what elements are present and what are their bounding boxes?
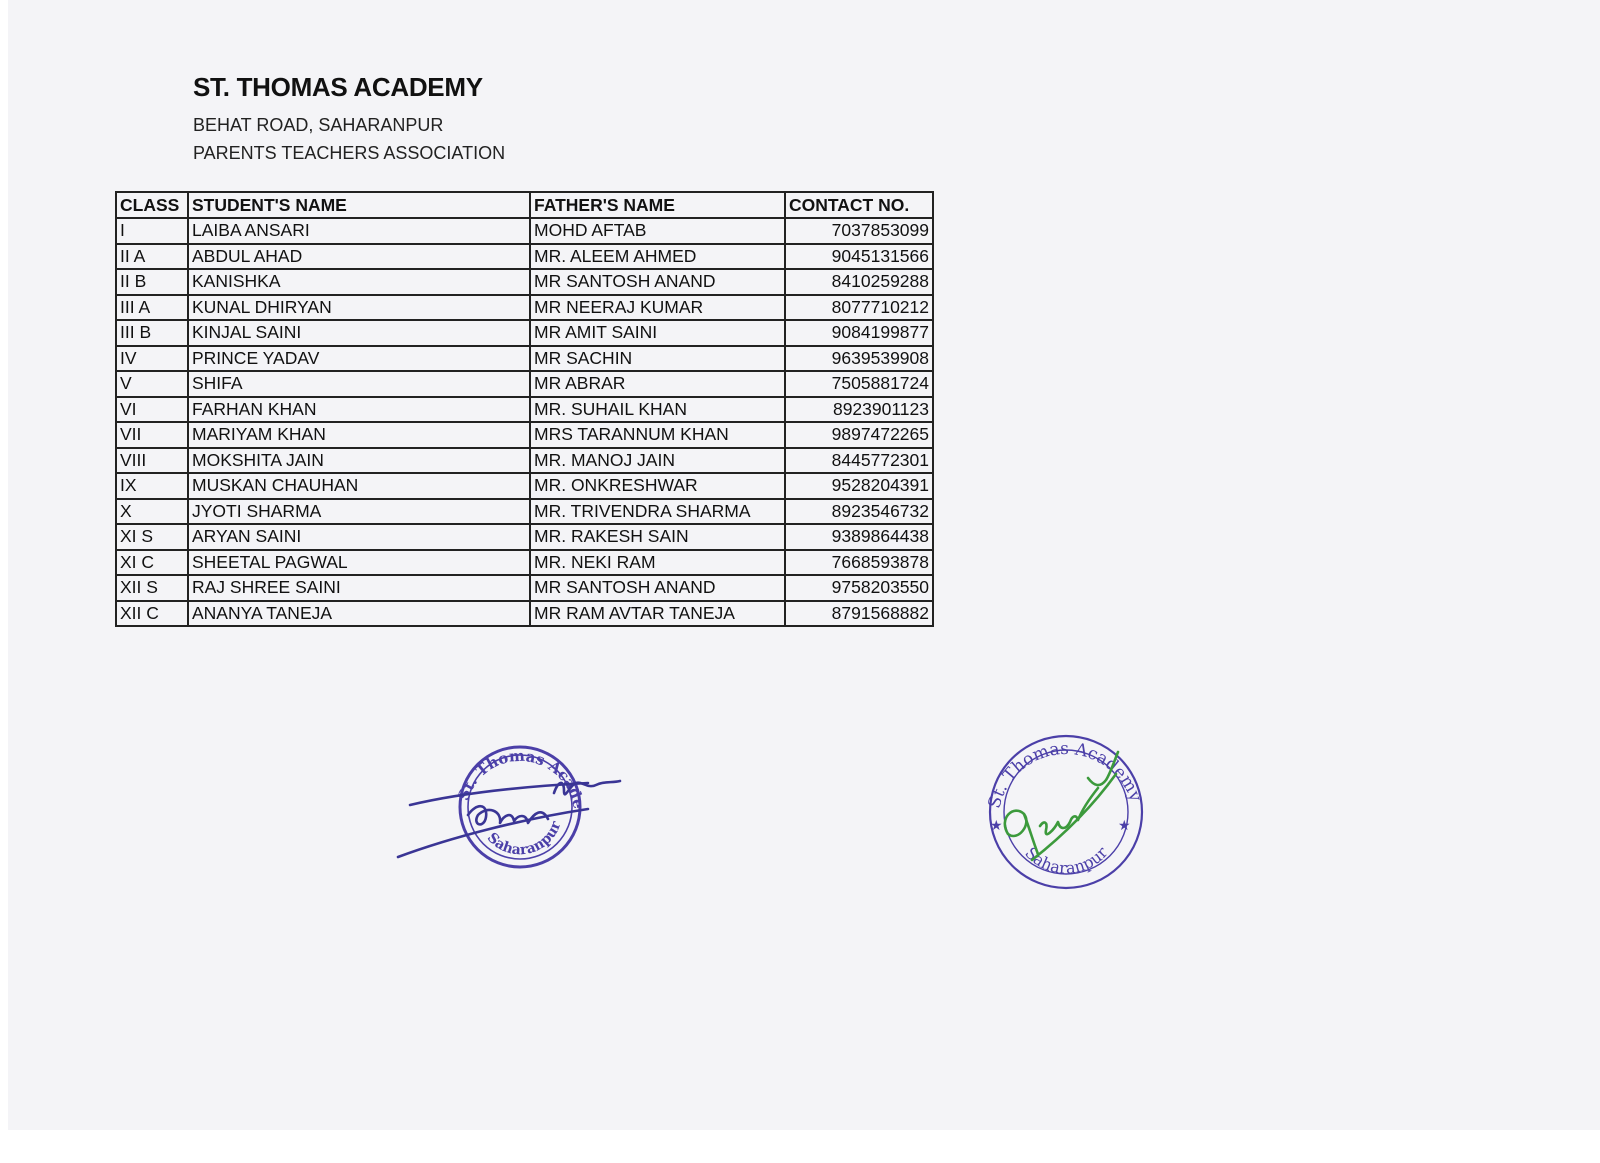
cell-contact-no: 7668593878 <box>785 550 933 576</box>
table-header <box>116 192 933 218</box>
cell-father-name: MR. MANOJ JAIN <box>530 448 785 474</box>
cell-father-name: MR. RAKESH SAIN <box>530 524 785 550</box>
cell-contact-no: 8077710212 <box>785 295 933 321</box>
cell-student-name: KINJAL SAINI <box>188 320 530 346</box>
table-row <box>116 295 933 321</box>
cell-class: III B <box>116 320 188 346</box>
cell-class: XII C <box>116 601 188 627</box>
cell-class: XII S <box>116 575 188 601</box>
table-row <box>116 601 933 627</box>
cell-father-name: MR. TRIVENDRA SHARMA <box>530 499 785 525</box>
table-row <box>116 397 933 423</box>
cell-class: I <box>116 218 188 244</box>
table-row <box>116 422 933 448</box>
cell-father-name: MR. ALEEM AHMED <box>530 244 785 270</box>
cell-contact-no: 8923546732 <box>785 499 933 525</box>
cell-class: III A <box>116 295 188 321</box>
table-row <box>116 346 933 372</box>
cell-father-name: MR. SUHAIL KHAN <box>530 397 785 423</box>
pta-members-table <box>115 191 934 627</box>
table-row <box>116 499 933 525</box>
cell-class: XI S <box>116 524 188 550</box>
cell-student-name: MOKSHITA JAIN <box>188 448 530 474</box>
cell-class: X <box>116 499 188 525</box>
cell-father-name: MOHD AFTAB <box>530 218 785 244</box>
cell-contact-no: 9639539908 <box>785 346 933 372</box>
school-address: BEHAT ROAD, SAHARANPUR <box>193 115 444 135</box>
cell-student-name: SHEETAL PAGWAL <box>188 550 530 576</box>
cell-contact-no: 9389864438 <box>785 524 933 550</box>
header-row <box>116 192 933 218</box>
cell-contact-no: 9045131566 <box>785 244 933 270</box>
cell-class: IV <box>116 346 188 372</box>
cell-student-name: MUSKAN CHAUHAN <box>188 473 530 499</box>
cell-class: VII <box>116 422 188 448</box>
svg-text:★: ★ <box>1118 817 1131 833</box>
left-stamp-bottom-text: Saharanpur <box>483 819 565 859</box>
table-body <box>116 218 933 626</box>
cell-father-name: MR ABRAR <box>530 371 785 397</box>
cell-class: V <box>116 371 188 397</box>
column-header-father-name: FATHER'S NAME <box>530 192 785 218</box>
cell-father-name: MR. ONKRESHWAR <box>530 473 785 499</box>
cell-contact-no: 8791568882 <box>785 601 933 627</box>
svg-text:St. Thomas Academy <box>384 731 588 810</box>
cell-class: II B <box>116 269 188 295</box>
table-row <box>116 218 933 244</box>
cell-contact-no: 8923901123 <box>785 397 933 423</box>
cell-contact-no: 7037853099 <box>785 218 933 244</box>
cell-contact-no: 8410259288 <box>785 269 933 295</box>
right-stamp-signature <box>968 730 1168 900</box>
table-row <box>116 550 933 576</box>
document-heading <box>193 72 505 167</box>
cell-class: VIII <box>116 448 188 474</box>
cell-student-name: KANISHKA <box>188 269 530 295</box>
svg-text:St. Thomas Academy <box>985 739 1146 811</box>
cell-contact-no: 9758203550 <box>785 575 933 601</box>
cell-father-name: MR NEERAJ KUMAR <box>530 295 785 321</box>
cell-father-name: MR SACHIN <box>530 346 785 372</box>
cell-student-name: RAJ SHREE SAINI <box>188 575 530 601</box>
table-row <box>116 473 933 499</box>
left-stamp-seal <box>384 731 632 885</box>
table-row <box>116 448 933 474</box>
school-name: ST. THOMAS ACADEMY <box>193 72 483 102</box>
association-name: PARENTS TEACHERS ASSOCIATION <box>193 143 506 163</box>
cell-student-name: FARHAN KHAN <box>188 397 530 423</box>
cell-student-name: ARYAN SAINI <box>188 524 530 550</box>
right-stamp-bottom-text: Saharanpur <box>1021 842 1112 878</box>
cell-student-name: ANANYA TANEJA <box>188 601 530 627</box>
column-header-student-name: STUDENT'S NAME <box>188 192 530 218</box>
cell-contact-no: 8445772301 <box>785 448 933 474</box>
cell-class: XI C <box>116 550 188 576</box>
table-row <box>116 524 933 550</box>
cell-class: II A <box>116 244 188 270</box>
cell-father-name: MR SANTOSH ANAND <box>530 269 785 295</box>
cell-contact-no: 9897472265 <box>785 422 933 448</box>
left-stamp-top-text: St. Thomas Academy <box>384 731 588 811</box>
right-stamp-top-text: St. Thomas Academy <box>984 738 1146 811</box>
cell-father-name: MR AMIT SAINI <box>530 320 785 346</box>
cell-father-name: MRS TARANNUM KHAN <box>530 422 785 448</box>
cell-student-name: PRINCE YADAV <box>188 346 530 372</box>
cell-student-name: LAIBA ANSARI <box>188 218 530 244</box>
cell-class: VI <box>116 397 188 423</box>
cell-student-name: ABDUL AHAD <box>188 244 530 270</box>
table-row <box>116 269 933 295</box>
cell-student-name: MARIYAM KHAN <box>188 422 530 448</box>
left-stamp-signature <box>384 731 632 885</box>
cell-class: IX <box>116 473 188 499</box>
table-row <box>116 575 933 601</box>
cell-contact-no: 9084199877 <box>785 320 933 346</box>
cell-student-name: SHIFA <box>188 371 530 397</box>
cell-father-name: MR RAM AVTAR TANEJA <box>530 601 785 627</box>
cell-contact-no: 7505881724 <box>785 371 933 397</box>
column-header-class: CLASS <box>116 192 188 218</box>
column-header-contact-no: CONTACT NO. <box>785 192 933 218</box>
cell-father-name: MR SANTOSH ANAND <box>530 575 785 601</box>
cell-contact-no: 9528204391 <box>785 473 933 499</box>
document-sheet <box>8 0 1600 1130</box>
table-row <box>116 371 933 397</box>
cell-father-name: MR. NEKI RAM <box>530 550 785 576</box>
right-stamp-seal <box>968 730 1168 900</box>
table-row <box>116 320 933 346</box>
table-row <box>116 244 933 270</box>
cell-student-name: KUNAL DHIRYAN <box>188 295 530 321</box>
cell-student-name: JYOTI SHARMA <box>188 499 530 525</box>
svg-text:★: ★ <box>990 817 1003 833</box>
